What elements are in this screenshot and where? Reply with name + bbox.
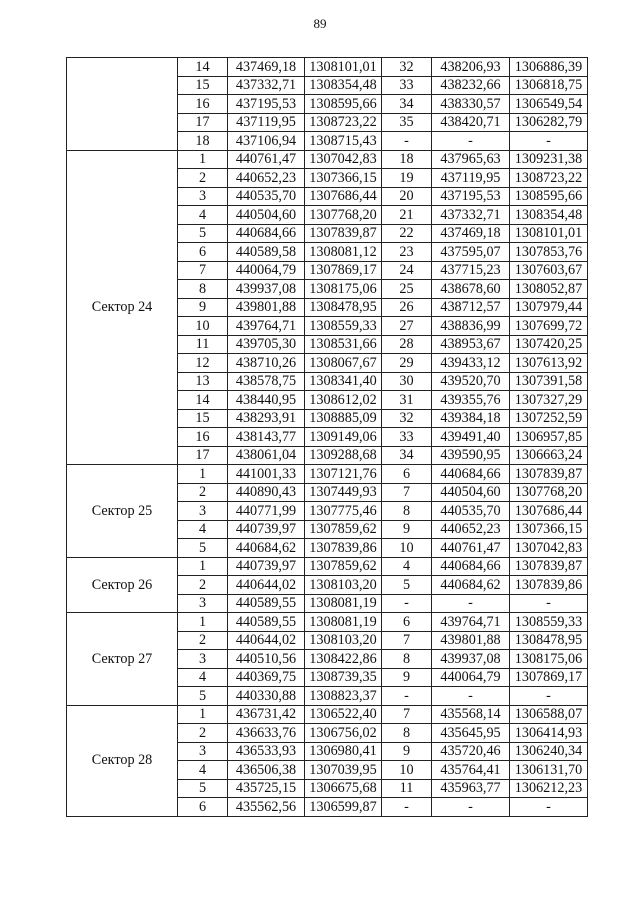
x-coordinate: 436533,93	[228, 742, 305, 761]
point-number: 25	[382, 280, 432, 299]
x-coordinate: 437715,23	[432, 261, 510, 280]
coordinates-table	[66, 57, 588, 817]
x-coordinate: 440652,23	[432, 520, 510, 539]
x-coordinate: 440771,99	[228, 502, 305, 521]
x-coordinate: 437332,71	[432, 206, 510, 225]
x-coordinate: 436731,42	[228, 705, 305, 724]
y-coordinate: 1307979,44	[510, 298, 588, 317]
y-coordinate: 1308559,33	[305, 317, 382, 336]
point-number: 16	[178, 95, 228, 114]
x-coordinate: 438330,57	[432, 95, 510, 114]
x-coordinate: 440330,88	[228, 687, 305, 706]
point-number: 30	[382, 372, 432, 391]
y-coordinate: 1307839,86	[305, 539, 382, 558]
x-coordinate: 436506,38	[228, 761, 305, 780]
x-coordinate: 439355,76	[432, 391, 510, 410]
sector-label: Сектор 24	[67, 150, 178, 465]
x-coordinate: 441001,33	[228, 465, 305, 484]
point-number: 5	[178, 779, 228, 798]
point-number: 2	[178, 483, 228, 502]
point-number: 5	[178, 224, 228, 243]
table-row	[67, 465, 588, 484]
point-number: 32	[382, 58, 432, 77]
point-number: 16	[178, 428, 228, 447]
x-coordinate: -	[432, 594, 510, 613]
y-coordinate: 1308885,09	[305, 409, 382, 428]
x-coordinate: -	[432, 687, 510, 706]
x-coordinate: 440684,66	[432, 465, 510, 484]
y-coordinate: 1308052,87	[510, 280, 588, 299]
coordinates-table-body	[67, 58, 588, 817]
y-coordinate: -	[510, 687, 588, 706]
y-coordinate: 1307869,17	[510, 668, 588, 687]
point-number: 5	[178, 539, 228, 558]
point-number: 9	[382, 742, 432, 761]
y-coordinate: 1308723,22	[305, 113, 382, 132]
y-coordinate: 1306675,68	[305, 779, 382, 798]
y-coordinate: 1307768,20	[305, 206, 382, 225]
x-coordinate: 440652,23	[228, 169, 305, 188]
sector-label	[67, 58, 178, 151]
y-coordinate: 1309149,06	[305, 428, 382, 447]
x-coordinate: 438143,77	[228, 428, 305, 447]
y-coordinate: 1308081,12	[305, 243, 382, 262]
x-coordinate: 440684,62	[228, 539, 305, 558]
y-coordinate: 1307775,46	[305, 502, 382, 521]
x-coordinate: 440589,58	[228, 243, 305, 262]
y-coordinate: 1307366,15	[305, 169, 382, 188]
y-coordinate: 1307869,17	[305, 261, 382, 280]
point-number: 17	[178, 113, 228, 132]
x-coordinate: 437119,95	[228, 113, 305, 132]
y-coordinate: 1307768,20	[510, 483, 588, 502]
point-number: 33	[382, 76, 432, 95]
point-number: 4	[382, 557, 432, 576]
x-coordinate: 438440,95	[228, 391, 305, 410]
x-coordinate: 435568,14	[432, 705, 510, 724]
x-coordinate: 439801,88	[228, 298, 305, 317]
y-coordinate: 1307859,62	[305, 520, 382, 539]
x-coordinate: 438420,71	[432, 113, 510, 132]
x-coordinate: 435562,56	[228, 798, 305, 817]
y-coordinate: 1308101,01	[510, 224, 588, 243]
point-number: 28	[382, 335, 432, 354]
x-coordinate: 440589,55	[228, 594, 305, 613]
point-number: 6	[178, 798, 228, 817]
y-coordinate: 1308823,37	[305, 687, 382, 706]
point-number: 19	[382, 169, 432, 188]
x-coordinate: 440510,56	[228, 650, 305, 669]
point-number: 6	[382, 613, 432, 632]
point-number: 7	[382, 705, 432, 724]
x-coordinate: 438836,99	[432, 317, 510, 336]
y-coordinate: 1308354,48	[305, 76, 382, 95]
point-number: -	[382, 132, 432, 151]
y-coordinate: 1307839,87	[510, 465, 588, 484]
y-coordinate: 1308103,20	[305, 576, 382, 595]
y-coordinate: 1308422,86	[305, 650, 382, 669]
point-number: 7	[178, 261, 228, 280]
point-number: 2	[178, 724, 228, 743]
y-coordinate: 1308595,66	[305, 95, 382, 114]
y-coordinate: 1308739,35	[305, 668, 382, 687]
y-coordinate: 1308081,19	[305, 594, 382, 613]
x-coordinate: 437965,63	[432, 150, 510, 169]
x-coordinate: 438206,93	[432, 58, 510, 77]
x-coordinate: -	[432, 798, 510, 817]
y-coordinate: 1308531,66	[305, 335, 382, 354]
x-coordinate: 439801,88	[432, 631, 510, 650]
point-number: 13	[178, 372, 228, 391]
x-coordinate: 440535,70	[228, 187, 305, 206]
y-coordinate: 1306818,75	[510, 76, 588, 95]
y-coordinate: 1308175,06	[510, 650, 588, 669]
x-coordinate: 435720,46	[432, 742, 510, 761]
x-coordinate: 440739,97	[228, 557, 305, 576]
y-coordinate: 1306414,93	[510, 724, 588, 743]
point-number: 18	[178, 132, 228, 151]
point-number: 8	[382, 724, 432, 743]
point-number: 8	[178, 280, 228, 299]
x-coordinate: 440504,60	[432, 483, 510, 502]
y-coordinate: -	[510, 132, 588, 151]
point-number: 3	[178, 187, 228, 206]
point-number: -	[382, 687, 432, 706]
sector-label: Сектор 25	[67, 465, 178, 558]
point-number: 15	[178, 409, 228, 428]
x-coordinate: 435764,41	[432, 761, 510, 780]
x-coordinate: 440589,55	[228, 613, 305, 632]
y-coordinate: 1307042,83	[305, 150, 382, 169]
point-number: 32	[382, 409, 432, 428]
point-number: 34	[382, 95, 432, 114]
point-number: 10	[178, 317, 228, 336]
x-coordinate: 438578,75	[228, 372, 305, 391]
point-number: 29	[382, 354, 432, 373]
x-coordinate: 439937,08	[228, 280, 305, 299]
y-coordinate: 1307449,93	[305, 483, 382, 502]
y-coordinate: 1307603,67	[510, 261, 588, 280]
x-coordinate: 437469,18	[432, 224, 510, 243]
point-number: 3	[178, 502, 228, 521]
point-number: 14	[178, 391, 228, 410]
x-coordinate: 437106,94	[228, 132, 305, 151]
x-coordinate: 440064,79	[432, 668, 510, 687]
y-coordinate: 1308081,19	[305, 613, 382, 632]
point-number: 21	[382, 206, 432, 225]
x-coordinate: 437195,53	[432, 187, 510, 206]
x-coordinate: 440761,47	[432, 539, 510, 558]
point-number: 7	[382, 483, 432, 502]
point-number: 9	[382, 668, 432, 687]
x-coordinate: 438061,04	[228, 446, 305, 465]
x-coordinate: 440684,66	[432, 557, 510, 576]
x-coordinate: 440064,79	[228, 261, 305, 280]
x-coordinate: 438710,26	[228, 354, 305, 373]
y-coordinate: 1306522,40	[305, 705, 382, 724]
y-coordinate: 1307327,29	[510, 391, 588, 410]
point-number: 14	[178, 58, 228, 77]
x-coordinate: 437595,07	[432, 243, 510, 262]
y-coordinate: 1307042,83	[510, 539, 588, 558]
point-number: 35	[382, 113, 432, 132]
point-number: 4	[178, 668, 228, 687]
y-coordinate: -	[510, 594, 588, 613]
y-coordinate: 1308723,22	[510, 169, 588, 188]
y-coordinate: 1307839,87	[510, 557, 588, 576]
point-number: 6	[382, 465, 432, 484]
x-coordinate: 439705,30	[228, 335, 305, 354]
point-number: -	[382, 798, 432, 817]
y-coordinate: 1308715,43	[305, 132, 382, 151]
page-number: 89	[313, 16, 327, 31]
point-number: 20	[382, 187, 432, 206]
point-number: 24	[382, 261, 432, 280]
point-number: 9	[382, 520, 432, 539]
point-number: 12	[178, 354, 228, 373]
x-coordinate: 439937,08	[432, 650, 510, 669]
x-coordinate: 437469,18	[228, 58, 305, 77]
x-coordinate: 435963,77	[432, 779, 510, 798]
y-coordinate: 1308612,02	[305, 391, 382, 410]
x-coordinate: 439764,71	[228, 317, 305, 336]
point-number: 7	[382, 631, 432, 650]
table-row	[67, 150, 588, 169]
y-coordinate: 1307699,72	[510, 317, 588, 336]
x-coordinate: -	[432, 132, 510, 151]
point-number: 5	[382, 576, 432, 595]
x-coordinate: 437195,53	[228, 95, 305, 114]
x-coordinate: 440684,66	[228, 224, 305, 243]
y-coordinate: 1308478,95	[305, 298, 382, 317]
y-coordinate: 1306756,02	[305, 724, 382, 743]
y-coordinate: 1307613,92	[510, 354, 588, 373]
point-number: -	[382, 594, 432, 613]
y-coordinate: 1306886,39	[510, 58, 588, 77]
y-coordinate: 1308101,01	[305, 58, 382, 77]
point-number: 23	[382, 243, 432, 262]
y-coordinate: 1306549,54	[510, 95, 588, 114]
y-coordinate: 1308478,95	[510, 631, 588, 650]
y-coordinate: 1307039,95	[305, 761, 382, 780]
point-number: 4	[178, 520, 228, 539]
sector-label: Сектор 26	[67, 557, 178, 613]
y-coordinate: 1308067,67	[305, 354, 382, 373]
point-number: 10	[382, 761, 432, 780]
x-coordinate: 440684,62	[432, 576, 510, 595]
x-coordinate: 440890,43	[228, 483, 305, 502]
x-coordinate: 438953,67	[432, 335, 510, 354]
y-coordinate: 1307420,25	[510, 335, 588, 354]
y-coordinate: 1308595,66	[510, 187, 588, 206]
table-row	[67, 58, 588, 77]
table-row	[67, 705, 588, 724]
x-coordinate: 440644,02	[228, 631, 305, 650]
y-coordinate: 1306212,23	[510, 779, 588, 798]
x-coordinate: 439590,95	[432, 446, 510, 465]
y-coordinate: 1306282,79	[510, 113, 588, 132]
point-number: 8	[382, 502, 432, 521]
y-coordinate: 1306980,41	[305, 742, 382, 761]
y-coordinate: 1308175,06	[305, 280, 382, 299]
y-coordinate: 1306957,85	[510, 428, 588, 447]
y-coordinate: 1308354,48	[510, 206, 588, 225]
point-number: 26	[382, 298, 432, 317]
x-coordinate: 439433,12	[432, 354, 510, 373]
y-coordinate: 1307839,86	[510, 576, 588, 595]
point-number: 2	[178, 169, 228, 188]
point-number: 3	[178, 742, 228, 761]
y-coordinate: 1306240,34	[510, 742, 588, 761]
y-coordinate: 1307686,44	[305, 187, 382, 206]
y-coordinate: 1307121,76	[305, 465, 382, 484]
y-coordinate: 1309231,38	[510, 150, 588, 169]
point-number: 1	[178, 613, 228, 632]
point-number: 1	[178, 705, 228, 724]
point-number: 11	[178, 335, 228, 354]
x-coordinate: 438232,66	[432, 76, 510, 95]
y-coordinate: 1308341,40	[305, 372, 382, 391]
sector-label: Сектор 27	[67, 613, 178, 706]
point-number: 2	[178, 576, 228, 595]
point-number: 27	[382, 317, 432, 336]
point-number: 3	[178, 650, 228, 669]
x-coordinate: 440504,60	[228, 206, 305, 225]
point-number: 11	[382, 779, 432, 798]
table-row	[67, 557, 588, 576]
x-coordinate: 439764,71	[432, 613, 510, 632]
point-number: 3	[178, 594, 228, 613]
point-number: 33	[382, 428, 432, 447]
point-number: 9	[178, 298, 228, 317]
x-coordinate: 440369,75	[228, 668, 305, 687]
x-coordinate: 439520,70	[432, 372, 510, 391]
point-number: 1	[178, 150, 228, 169]
y-coordinate: 1306131,70	[510, 761, 588, 780]
x-coordinate: 435645,95	[432, 724, 510, 743]
point-number: 5	[178, 687, 228, 706]
point-number: 6	[178, 243, 228, 262]
point-number: 4	[178, 761, 228, 780]
x-coordinate: 440761,47	[228, 150, 305, 169]
x-coordinate: 440739,97	[228, 520, 305, 539]
point-number: 34	[382, 446, 432, 465]
point-number: 22	[382, 224, 432, 243]
x-coordinate: 435725,15	[228, 779, 305, 798]
x-coordinate: 436633,76	[228, 724, 305, 743]
y-coordinate: 1308559,33	[510, 613, 588, 632]
point-number: 17	[178, 446, 228, 465]
point-number: 10	[382, 539, 432, 558]
y-coordinate: 1307853,76	[510, 243, 588, 262]
y-coordinate: 1307859,62	[305, 557, 382, 576]
y-coordinate: 1307366,15	[510, 520, 588, 539]
y-coordinate: 1306599,87	[305, 798, 382, 817]
x-coordinate: 437332,71	[228, 76, 305, 95]
x-coordinate: 438678,60	[432, 280, 510, 299]
point-number: 18	[382, 150, 432, 169]
y-coordinate: 1307839,87	[305, 224, 382, 243]
y-coordinate: 1307391,58	[510, 372, 588, 391]
x-coordinate: 437119,95	[432, 169, 510, 188]
point-number: 2	[178, 631, 228, 650]
point-number: 1	[178, 557, 228, 576]
y-coordinate: 1308103,20	[305, 631, 382, 650]
y-coordinate: 1307686,44	[510, 502, 588, 521]
point-number: 15	[178, 76, 228, 95]
y-coordinate: 1309288,68	[305, 446, 382, 465]
point-number: 4	[178, 206, 228, 225]
x-coordinate: 438293,91	[228, 409, 305, 428]
point-number: 1	[178, 465, 228, 484]
x-coordinate: 439491,40	[432, 428, 510, 447]
point-number: 31	[382, 391, 432, 410]
x-coordinate: 440644,02	[228, 576, 305, 595]
y-coordinate: 1307252,59	[510, 409, 588, 428]
y-coordinate: -	[510, 798, 588, 817]
x-coordinate: 439384,18	[432, 409, 510, 428]
table-row	[67, 613, 588, 632]
sector-label: Сектор 28	[67, 705, 178, 816]
y-coordinate: 1306663,24	[510, 446, 588, 465]
x-coordinate: 438712,57	[432, 298, 510, 317]
x-coordinate: 440535,70	[432, 502, 510, 521]
y-coordinate: 1306588,07	[510, 705, 588, 724]
point-number: 8	[382, 650, 432, 669]
